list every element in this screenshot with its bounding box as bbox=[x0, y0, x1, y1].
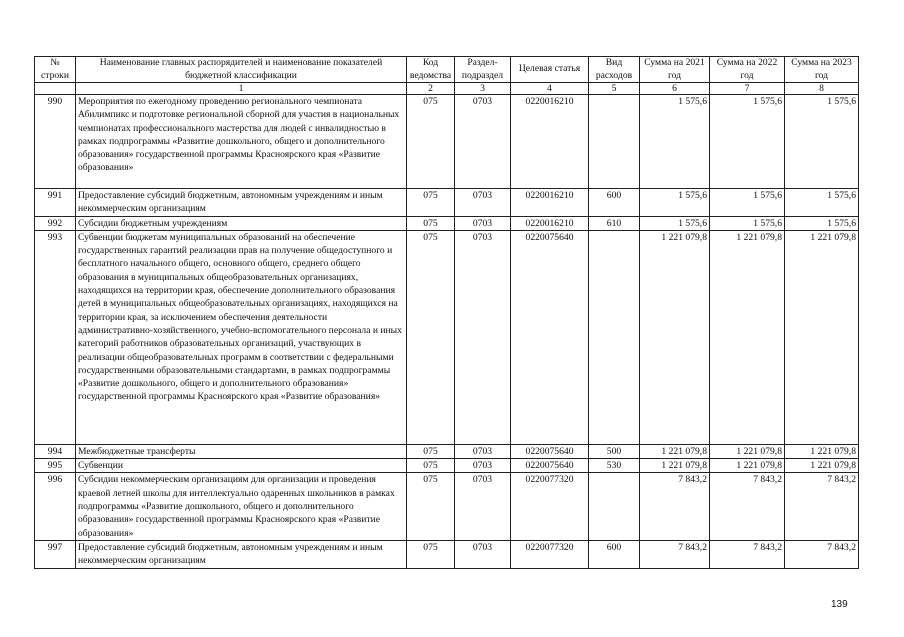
row-sum-2022: 1 575,6 bbox=[710, 95, 785, 189]
row-number: 996 bbox=[35, 473, 76, 540]
row-sum-2021: 1 575,6 bbox=[640, 216, 710, 230]
row-number: 995 bbox=[35, 459, 76, 473]
table-row bbox=[35, 444, 859, 458]
table-row bbox=[35, 230, 859, 444]
column-number bbox=[35, 83, 76, 95]
row-exp-type bbox=[589, 473, 640, 540]
row-name: Мероприятия по ежегодному проведению регионального чемпионата Абилимпикс и подготовке региональной сборной для участия в национальных чемпионатах профессионального мастерства для людей с инвалидностью в рамках подпрограммы «Развитие дошкольного, общего и дополнительного образования» государственной программы Красноярского края «Развитие образования» bbox=[76, 95, 407, 189]
header-sum-2023: Сумма на 2023 год bbox=[785, 57, 859, 83]
row-sum-2023: 1 221 079,8 bbox=[785, 459, 859, 473]
column-number: 2 bbox=[407, 83, 455, 95]
row-dept-code: 075 bbox=[407, 444, 455, 458]
row-sum-2023: 1 575,6 bbox=[785, 189, 859, 217]
budget-table bbox=[34, 56, 859, 569]
row-name: Субвенции бюджетам муниципальных образований на обеспечение государственных гарантий реализации прав на получение общедоступного и бесплатного начального общего, основного общего, среднего общего образования в муниципальных общеобразовательных организациях, находящихся на территории края, обеспечение дополнительного образования детей в муниципальных общеобразовательных организациях, находящихся на территории края, за исключением обеспечения деятельности административно-хозяйственного, учебно-вспомогательного персонала и иных категорий работников образовательных организаций, участвующих в реализации общеобразовательных программ в соответствии с федеральными государственными образовательными стандартами, в рамках подпрограммы «Развитие дошкольного, общего и дополнительного образования» государственной программы Красноярского края «Развитие образования» bbox=[76, 230, 407, 444]
row-target: 0220077320 bbox=[511, 540, 589, 568]
header-target: Целевая статья bbox=[511, 57, 589, 83]
row-sum-2021: 1 575,6 bbox=[640, 95, 710, 189]
column-number: 1 bbox=[76, 83, 407, 95]
row-exp-type bbox=[589, 95, 640, 189]
row-target: 0220077320 bbox=[511, 473, 589, 540]
row-name: Предоставление субсидий бюджетным, автономным учреждениям и иным некоммерческим организациям bbox=[76, 189, 407, 217]
row-sum-2022: 1 221 079,8 bbox=[710, 230, 785, 444]
row-target: 0220016210 bbox=[511, 95, 589, 189]
column-number: 7 bbox=[710, 83, 785, 95]
row-exp-type: 610 bbox=[589, 216, 640, 230]
row-sum-2021: 1 221 079,8 bbox=[640, 459, 710, 473]
row-section: 0703 bbox=[455, 473, 511, 540]
row-name: Субсидии бюджетным учреждениям bbox=[76, 216, 407, 230]
row-sum-2021: 1 575,6 bbox=[640, 189, 710, 217]
table-row bbox=[35, 95, 859, 189]
row-target: 0220016210 bbox=[511, 216, 589, 230]
row-number: 993 bbox=[35, 230, 76, 444]
row-section: 0703 bbox=[455, 540, 511, 568]
row-number: 994 bbox=[35, 444, 76, 458]
row-exp-type: 500 bbox=[589, 444, 640, 458]
header-sum-2021: Сумма на 2021 год bbox=[640, 57, 710, 83]
row-section: 0703 bbox=[455, 459, 511, 473]
row-name: Субсидии некоммерческим организациям для организации и проведения краевой летней школы для интеллектуально одаренных школьников в рамках подпрограммы «Развитие дошкольного, общего и дополнительного образования» государственной программы Красноярского края «Развитие образования» bbox=[76, 473, 407, 540]
row-section: 0703 bbox=[455, 95, 511, 189]
row-name: Межбюджетные трансферты bbox=[76, 444, 407, 458]
row-exp-type: 530 bbox=[589, 459, 640, 473]
row-name: Предоставление субсидий бюджетным, автономным учреждениям и иным некоммерческим организациям bbox=[76, 540, 407, 568]
header-section: Раздел-подраздел bbox=[455, 57, 511, 83]
row-exp-type bbox=[589, 230, 640, 444]
row-section: 0703 bbox=[455, 230, 511, 444]
row-number: 990 bbox=[35, 95, 76, 189]
row-section: 0703 bbox=[455, 444, 511, 458]
column-number: 3 bbox=[455, 83, 511, 95]
table-row bbox=[35, 189, 859, 217]
column-number: 5 bbox=[589, 83, 640, 95]
row-sum-2021: 1 221 079,8 bbox=[640, 444, 710, 458]
row-dept-code: 075 bbox=[407, 95, 455, 189]
header-line-no: № строки bbox=[35, 57, 76, 83]
row-exp-type: 600 bbox=[589, 189, 640, 217]
row-dept-code: 075 bbox=[407, 459, 455, 473]
row-sum-2022: 7 843,2 bbox=[710, 540, 785, 568]
header-exp-type: Вид расходов bbox=[589, 57, 640, 83]
row-dept-code: 075 bbox=[407, 216, 455, 230]
header-name: Наименование главных распорядителей и наименование показателей бюджетной классификации bbox=[76, 57, 407, 83]
row-sum-2022: 1 221 079,8 bbox=[710, 444, 785, 458]
row-target: 0220016210 bbox=[511, 189, 589, 217]
header-row bbox=[35, 57, 859, 83]
row-sum-2023: 7 843,2 bbox=[785, 540, 859, 568]
row-exp-type: 600 bbox=[589, 540, 640, 568]
page-number: 139 bbox=[831, 599, 848, 610]
table-row bbox=[35, 473, 859, 540]
column-number-row bbox=[35, 83, 859, 95]
row-sum-2023: 1 221 079,8 bbox=[785, 230, 859, 444]
row-target: 0220075640 bbox=[511, 459, 589, 473]
row-dept-code: 075 bbox=[407, 230, 455, 444]
row-sum-2022: 1 575,6 bbox=[710, 189, 785, 217]
row-sum-2021: 7 843,2 bbox=[640, 540, 710, 568]
row-section: 0703 bbox=[455, 216, 511, 230]
row-sum-2021: 7 843,2 bbox=[640, 473, 710, 540]
table-row bbox=[35, 540, 859, 568]
row-sum-2021: 1 221 079,8 bbox=[640, 230, 710, 444]
row-number: 997 bbox=[35, 540, 76, 568]
table-row bbox=[35, 216, 859, 230]
column-number: 4 bbox=[511, 83, 589, 95]
row-sum-2023: 1 575,6 bbox=[785, 95, 859, 189]
row-dept-code: 075 bbox=[407, 189, 455, 217]
row-dept-code: 075 bbox=[407, 473, 455, 540]
row-target: 0220075640 bbox=[511, 230, 589, 444]
column-number: 6 bbox=[640, 83, 710, 95]
table-body bbox=[35, 95, 859, 569]
row-dept-code: 075 bbox=[407, 540, 455, 568]
header-sum-2022: Сумма на 2022 год bbox=[710, 57, 785, 83]
row-section: 0703 bbox=[455, 189, 511, 217]
row-target: 0220075640 bbox=[511, 444, 589, 458]
row-sum-2022: 1 221 079,8 bbox=[710, 459, 785, 473]
column-number: 8 bbox=[785, 83, 859, 95]
row-sum-2022: 1 575,6 bbox=[710, 216, 785, 230]
row-number: 992 bbox=[35, 216, 76, 230]
row-sum-2023: 1 221 079,8 bbox=[785, 444, 859, 458]
row-name: Субвенции bbox=[76, 459, 407, 473]
row-number: 991 bbox=[35, 189, 76, 217]
header-dept-code: Код ведомства bbox=[407, 57, 455, 83]
row-sum-2023: 1 575,6 bbox=[785, 216, 859, 230]
row-sum-2023: 7 843,2 bbox=[785, 473, 859, 540]
table-row bbox=[35, 459, 859, 473]
row-sum-2022: 7 843,2 bbox=[710, 473, 785, 540]
